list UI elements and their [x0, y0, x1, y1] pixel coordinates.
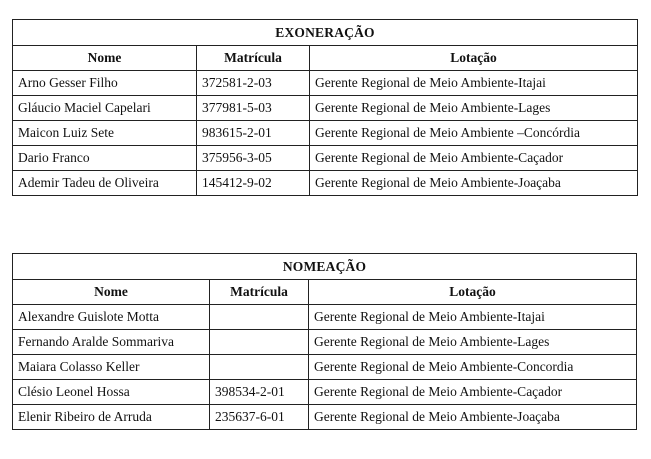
header-nome: Nome — [13, 46, 197, 71]
cell-lotacao: Gerente Regional de Meio Ambiente-Caçador — [310, 146, 638, 171]
cell-matricula — [210, 330, 309, 355]
table-row — [13, 355, 637, 380]
exoneracao-header-row — [13, 46, 638, 71]
table-row — [13, 171, 638, 196]
cell-lotacao: Gerente Regional de Meio Ambiente-Joaçaba — [310, 171, 638, 196]
cell-nome: Maiara Colasso Keller — [13, 355, 210, 380]
nomeacao-title-row — [13, 254, 637, 280]
cell-nome: Dario Franco — [13, 146, 197, 171]
cell-lotacao: Gerente Regional de Meio Ambiente-Itajai — [310, 71, 638, 96]
cell-matricula: 235637-6-01 — [210, 405, 309, 430]
exoneracao-title-row — [13, 20, 638, 46]
cell-lotacao: Gerente Regional de Meio Ambiente-Joaçaba — [309, 405, 637, 430]
cell-lotacao: Gerente Regional de Meio Ambiente-Itajai — [309, 305, 637, 330]
header-lotacao: Lotação — [310, 46, 638, 71]
cell-nome: Maicon Luiz Sete — [13, 121, 197, 146]
nomeacao-header-row — [13, 280, 637, 305]
cell-nome: Arno Gesser Filho — [13, 71, 197, 96]
table-row — [13, 405, 637, 430]
cell-nome: Ademir Tadeu de Oliveira — [13, 171, 197, 196]
cell-matricula: 377981-5-03 — [197, 96, 310, 121]
header-lotacao: Lotação — [309, 280, 637, 305]
cell-matricula — [210, 305, 309, 330]
table-row — [13, 71, 638, 96]
cell-nome: Elenir Ribeiro de Arruda — [13, 405, 210, 430]
cell-matricula: 145412-9-02 — [197, 171, 310, 196]
table-row — [13, 121, 638, 146]
table-row — [13, 330, 637, 355]
exoneracao-title: EXONERAÇÃO — [13, 20, 638, 46]
cell-matricula: 372581-2-03 — [197, 71, 310, 96]
header-matricula: Matrícula — [210, 280, 309, 305]
table-row — [13, 96, 638, 121]
nomeacao-table — [12, 253, 637, 430]
cell-nome: Alexandre Guislote Motta — [13, 305, 210, 330]
cell-nome: Clésio Leonel Hossa — [13, 380, 210, 405]
table-row — [13, 146, 638, 171]
cell-lotacao: Gerente Regional de Meio Ambiente-Concordia — [309, 355, 637, 380]
cell-matricula — [210, 355, 309, 380]
table-row — [13, 380, 637, 405]
table-row — [13, 305, 637, 330]
cell-nome: Fernando Aralde Sommariva — [13, 330, 210, 355]
cell-lotacao: Gerente Regional de Meio Ambiente –Concórdia — [310, 121, 638, 146]
cell-nome: Gláucio Maciel Capelari — [13, 96, 197, 121]
cell-matricula: 398534-2-01 — [210, 380, 309, 405]
cell-lotacao: Gerente Regional de Meio Ambiente-Lages — [310, 96, 638, 121]
cell-matricula: 983615-2-01 — [197, 121, 310, 146]
header-nome: Nome — [13, 280, 210, 305]
cell-lotacao: Gerente Regional de Meio Ambiente-Caçador — [309, 380, 637, 405]
exoneracao-table — [12, 19, 638, 196]
cell-lotacao: Gerente Regional de Meio Ambiente-Lages — [309, 330, 637, 355]
header-matricula: Matrícula — [197, 46, 310, 71]
nomeacao-title: NOMEAÇÃO — [13, 254, 637, 280]
cell-matricula: 375956-3-05 — [197, 146, 310, 171]
